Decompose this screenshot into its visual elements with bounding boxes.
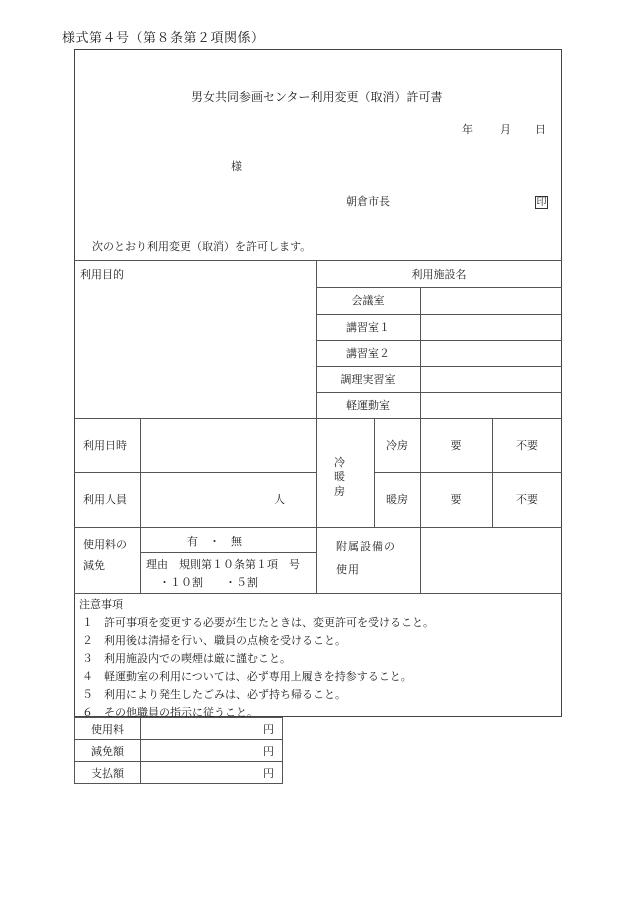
divider: [74, 527, 562, 528]
divider: [74, 418, 562, 419]
heating-noneed-option: 不要: [516, 493, 538, 506]
heating-need-option: 要: [450, 493, 462, 506]
reduction-rate: ・１０割 ・５割: [159, 576, 258, 589]
fee-label: 使用料: [75, 718, 141, 740]
fee-label: 減免額: [75, 740, 141, 762]
reduction-label: 使用料の: [83, 538, 127, 551]
people-label: 利用人員: [83, 493, 127, 506]
equipment-label: 附属設備の: [336, 540, 396, 553]
fee-unit: 円: [141, 718, 283, 740]
divider: [420, 287, 421, 418]
divider: [316, 340, 562, 341]
seal-mark: 印: [536, 197, 547, 208]
note-item: ４ 軽運動室の利用については、必ず専用上履きを持参すること。: [82, 670, 412, 683]
aircon-label: 冷暖房: [334, 456, 345, 498]
fee-row: [75, 762, 283, 784]
fee-row: [75, 740, 283, 762]
note-item: ３ 利用施設内での喫煙は厳に謹むこと。: [82, 652, 291, 665]
equipment-label: 使用: [336, 563, 360, 576]
note-item: ６ その他職員の指示に従うこと。: [82, 706, 258, 719]
divider: [374, 418, 375, 527]
document-title: 男女共同参画センター利用変更（取消）許可書: [191, 90, 443, 104]
date-day: 日: [535, 123, 546, 136]
cooling-need-option: 要: [450, 439, 462, 452]
divider: [316, 260, 317, 593]
note-item: ５ 利用により発生したごみは、必ず持ち帰ること。: [82, 688, 346, 701]
addressee-suffix: 様: [231, 160, 242, 173]
purpose-label: 利用目的: [80, 268, 124, 281]
notes-title: 注意事項: [79, 598, 123, 611]
note-item: １ 許可事項を変更する必要が生じたときは、変更許可を受けること。: [82, 616, 434, 629]
intro-text: 次のとおり利用変更（取消）を許可します。: [92, 240, 312, 253]
fee-table: [74, 717, 283, 784]
people-unit: 人: [274, 493, 285, 506]
fee-unit: 円: [141, 740, 283, 762]
divider: [316, 366, 562, 367]
fee-row: [75, 718, 283, 740]
reduction-reason: 理由 規則第１０条第１項 号: [146, 558, 300, 571]
divider: [492, 418, 493, 527]
date-month: 月: [500, 123, 511, 136]
facility-room: 調理実習室: [340, 373, 396, 386]
note-item: ２ 利用後は清掃を行い、職員の点検を受けること。: [82, 634, 346, 647]
cooling-noneed-option: 不要: [516, 439, 538, 452]
divider: [74, 472, 316, 473]
reduction-presence: 有 ・ 無: [187, 535, 242, 548]
cooling-label: 冷房: [386, 439, 408, 452]
facility-room: 会議室: [351, 294, 385, 307]
facility-room: 講習室１: [346, 321, 390, 334]
fee-unit: 円: [141, 762, 283, 784]
form-number-label: 様式第４号（第８条第２項関係）: [62, 31, 265, 46]
divider: [74, 260, 562, 261]
divider: [374, 472, 562, 473]
facility-room: 講習室２: [346, 347, 390, 360]
datetime-label: 利用日時: [83, 439, 127, 452]
divider: [316, 314, 562, 315]
issuer-name: 朝倉市長: [346, 195, 390, 208]
divider: [140, 418, 141, 593]
facility-room: 軽運動室: [346, 399, 390, 412]
heating-label: 暖房: [386, 493, 408, 506]
divider: [140, 552, 316, 553]
reduction-label: 減免: [83, 559, 105, 572]
divider: [74, 593, 562, 594]
divider: [316, 392, 562, 393]
date-year: 年: [462, 123, 473, 136]
divider: [316, 287, 562, 288]
facility-header: 利用施設名: [411, 268, 467, 281]
fee-label: 支払額: [75, 762, 141, 784]
